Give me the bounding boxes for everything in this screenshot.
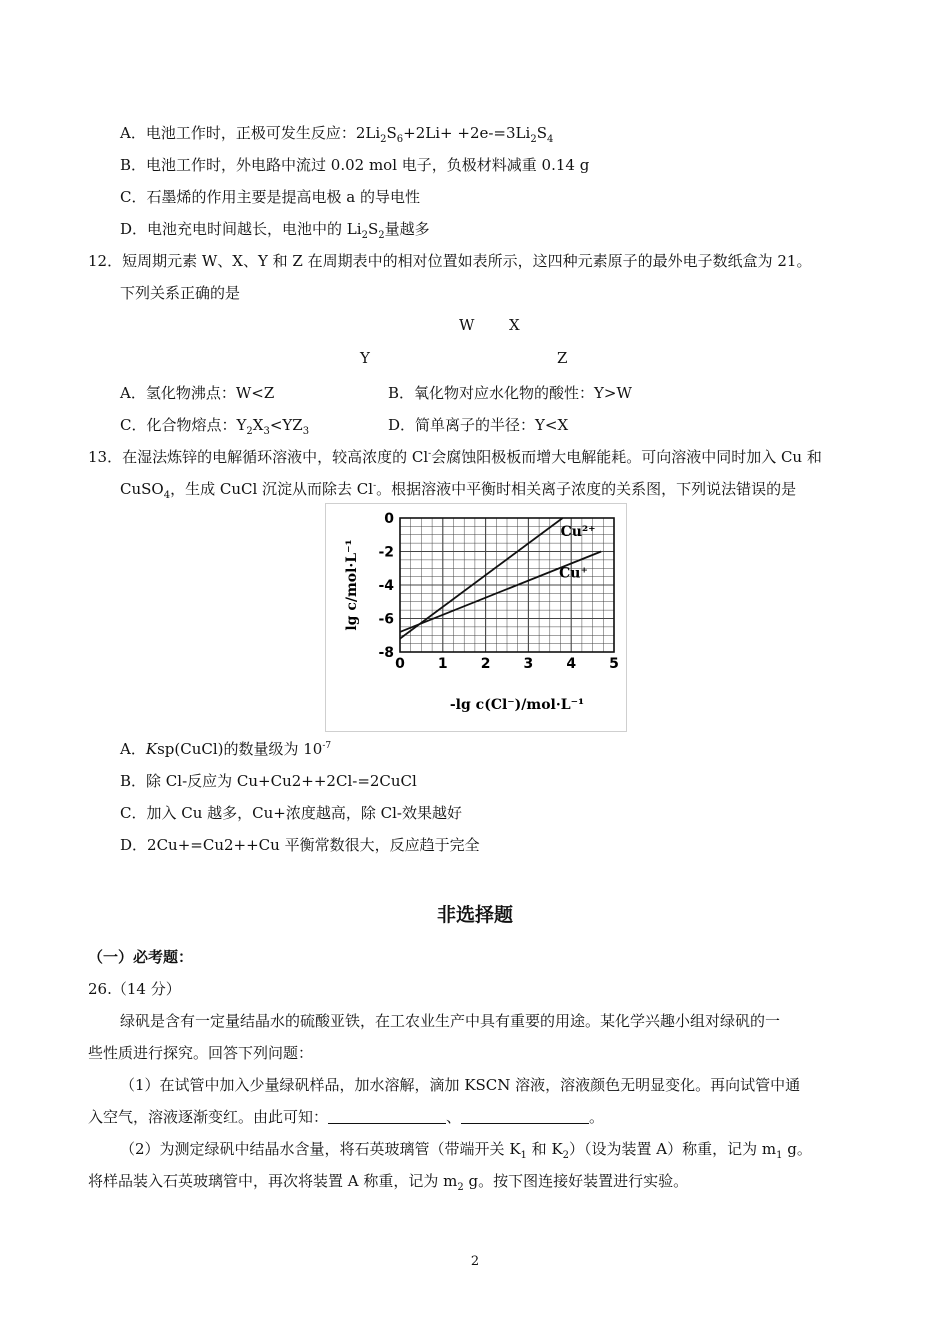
q12-option-c: C．化合物熔点：$Y_2X_3<YZ_3$: [120, 416, 310, 437]
q13-option-a: A．Ksp(CuCl)的数量级为 $10^{-7}$: [120, 740, 332, 758]
q11-option-b: B．电池工作时，外电路中流过 0.02 mol 电子，负极材料减重 0.14 g: [120, 156, 590, 174]
y-tick-label: 0: [384, 511, 394, 527]
series-label: Cu⁺: [559, 565, 588, 582]
series-label: Cu²⁺: [560, 524, 596, 540]
q26-part2-line1: （2）为测定绿矾中结晶水含量，将石英玻璃管（带端开关 $K_1$ 和 $K_2$）（设为装置 A）称重，记为 $m_1$ g。: [120, 1140, 812, 1161]
q11-option-c: C．石墨烯的作用主要是提高电极 a 的导电性: [120, 188, 420, 206]
q26-intro-line2: 些性质进行探究。回答下列问题：: [88, 1044, 314, 1062]
q26-intro-line1: 绿矾是含有一定量结晶水的硫酸亚铁，在工农业生产中具有重要的用途。某化学兴趣小组对绿矾的一: [120, 1012, 781, 1030]
q13-option-d: D．2Cu+=Cu2++Cu 平衡常数很大，反应趋于完全: [120, 836, 480, 854]
q26-part1-line1: （1）在试管中加入少量绿矾样品，加水溶解，滴加 KSCN 溶液，溶液颜色无明显变化。再向试管中通: [120, 1076, 801, 1094]
x-tick-label: 5: [609, 656, 619, 672]
section-title: 非选择题: [436, 904, 513, 926]
page-number: 2: [470, 1254, 480, 1269]
answer-blank-2[interactable]: [461, 1109, 589, 1124]
concentration-chart: [325, 503, 627, 732]
q26-part2-line2: 将样品装入石英玻璃管中，再次将装置 A 称重，记为 $m_2$ g。按下图连接好装置进行实验。: [88, 1172, 689, 1193]
q12-option-b: B．氧化物对应水化物的酸性：Y>W: [388, 384, 632, 402]
table-cell-w: W: [459, 316, 475, 334]
q12-stem-line1: 12．短周期元素 W、X、Y 和 Z 在周期表中的相对位置如表所示，这四种元素原子的最外电子数纸盒为 21。: [88, 252, 812, 270]
q12-option-a: A．氢化物沸点：W<Z: [120, 384, 275, 402]
x-tick-label: 4: [566, 656, 577, 672]
q26-header: 26.（14 分）: [88, 980, 181, 998]
x-tick-label: 2: [480, 656, 491, 672]
q11-option-d: D．电池充电时间越长，电池中的 $Li_2S_2$量越多: [120, 220, 430, 241]
y-tick-label: -8: [378, 645, 394, 661]
y-tick-label: -4: [378, 578, 394, 594]
y-axis-label: lg c/mol·L⁻¹: [344, 539, 360, 631]
q13-stem-line2: CuSO$_4$，生成 CuCl 沉淀从而除去 Cl-。根据溶液中平衡时相关离子浓度的关系图，下列说法错误的是: [120, 480, 797, 501]
answer-blank-1[interactable]: [328, 1109, 446, 1124]
x-tick-label: 0: [395, 656, 405, 672]
q13-option-b: B．除 Cl-反应为 Cu+Cu2++2Cl-=2CuCl: [120, 772, 417, 790]
table-cell-x: X: [509, 316, 520, 334]
section-subtitle: （一）必考题：: [88, 948, 194, 966]
x-tick-label: 1: [437, 656, 448, 672]
y-tick-label: -2: [378, 544, 394, 561]
x-axis-label: -lg c(Cl⁻)/mol·L⁻¹: [449, 697, 585, 713]
series-line-0: [400, 518, 563, 639]
q26-part1-line2: 入空气，溶液逐渐变红。由此可知： 、 。: [88, 1108, 605, 1126]
q13-stem-line1: 13．在湿法炼锌的电解循环溶液中，较高浓度的 Cl-会腐蚀阳极板而增大电解能耗。可向溶液中同时加入 Cu 和: [88, 448, 822, 466]
table-cell-y: Y: [360, 349, 370, 367]
chart-svg: [326, 504, 626, 731]
q11-option-a: A．电池工作时，正极可发生反应：$2Li_2S_6+2Li+ +2e-=3Li_2S_4$: [120, 124, 554, 145]
x-tick-label: 3: [523, 656, 534, 672]
q12-stem-line2: 下列关系正确的是: [120, 284, 241, 302]
table-cell-z: Z: [557, 349, 568, 367]
y-tick-label: -6: [378, 611, 394, 628]
q13-option-c: C．加入 Cu 越多，Cu+浓度越高，除 Cl-效果越好: [120, 804, 462, 822]
q12-option-d: D．简单离子的半径：Y<X: [388, 416, 569, 434]
